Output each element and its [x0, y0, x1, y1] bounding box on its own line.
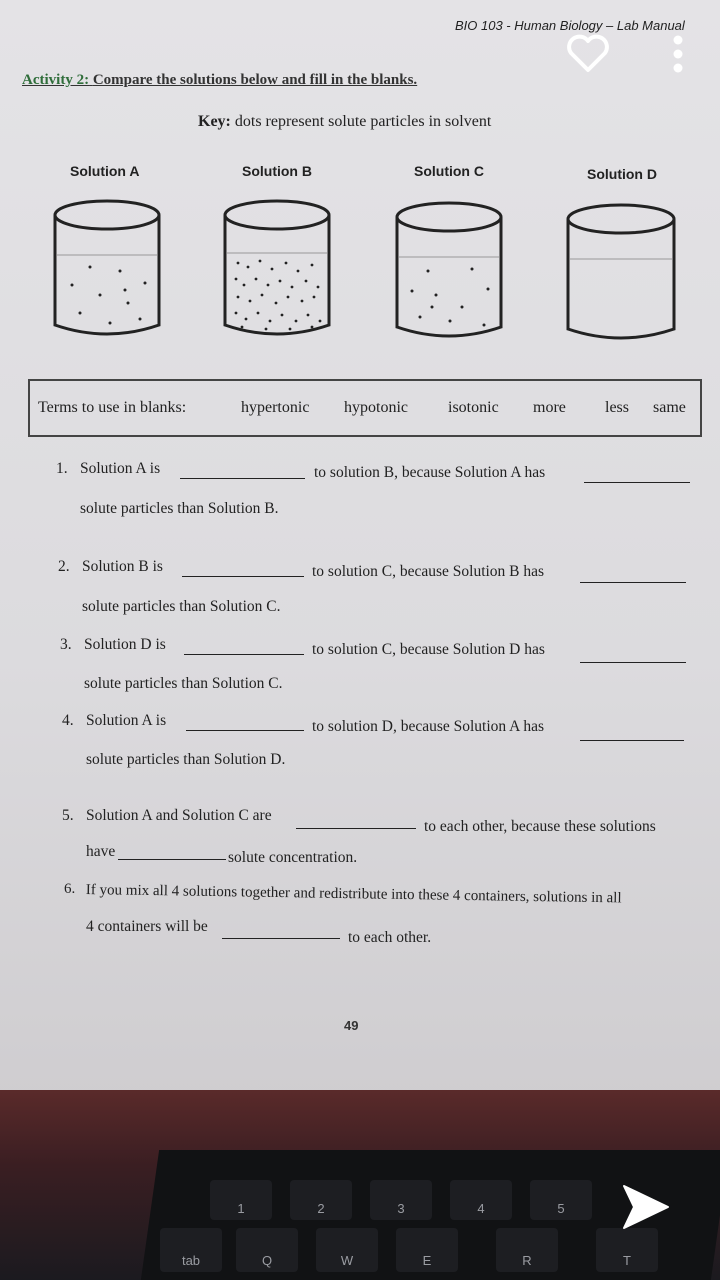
question-1-blank-1[interactable] [180, 478, 305, 479]
activity-label: Activity 2: [22, 72, 90, 88]
question-5-part-d: solute concentration. [228, 849, 358, 866]
question-4-number: 4. [62, 712, 74, 729]
question-5-part-a: Solution A and Solution C are [86, 807, 272, 824]
question-1-part-a: Solution A is [80, 460, 161, 477]
question-4-blank-1[interactable] [186, 730, 304, 731]
terms-label: Terms to use in blanks: [38, 399, 187, 416]
activity-title: Compare the solutions below and fill in the blanks. [92, 72, 418, 88]
term-less: less [605, 399, 629, 416]
question-4-part-b: to solution D, because Solution A has [312, 718, 545, 735]
more-vertical-icon[interactable] [668, 34, 688, 74]
key-4: 4 [450, 1180, 512, 1220]
question-2-blank-2[interactable] [580, 582, 686, 583]
question-6-part-b: 4 containers will be [86, 918, 208, 935]
page-header: BIO 103 - Human Biology – Lab Manual [455, 18, 685, 33]
solution-a-label: Solution A [70, 163, 140, 179]
key-t: T [596, 1228, 658, 1272]
key-tab: tab [160, 1228, 222, 1272]
question-2-part-b: to solution C, because Solution B has [312, 563, 545, 580]
play-arrow-icon[interactable] [618, 1182, 672, 1232]
question-1-part-b: to solution B, because Solution A has [314, 464, 546, 481]
solution-c-label: Solution C [414, 163, 484, 179]
question-1-part-c: solute particles than Solution B. [80, 500, 279, 517]
question-2-number: 2. [58, 558, 70, 575]
question-6-part-c: to each other. [348, 929, 432, 946]
question-3-part-c: solute particles than Solution C. [84, 675, 283, 692]
solution-d-label: Solution D [587, 166, 657, 182]
question-6-blank[interactable] [222, 938, 340, 939]
key-e: E [396, 1228, 458, 1272]
question-5-blank-2[interactable] [118, 859, 226, 860]
question-4-part-c: solute particles than Solution D. [86, 751, 286, 768]
heart-outline-icon[interactable] [566, 34, 610, 74]
beaker-a [50, 195, 165, 345]
key-r: R [496, 1228, 558, 1272]
question-3-blank-1[interactable] [184, 654, 304, 655]
term-isotonic: isotonic [448, 399, 499, 416]
question-4-blank-2[interactable] [580, 740, 684, 741]
terms-box [28, 379, 702, 437]
beaker-b [220, 195, 335, 345]
beaker-d [563, 199, 681, 349]
term-same: same [653, 399, 686, 416]
question-6-number: 6. [64, 881, 76, 897]
question-3-blank-2[interactable] [580, 662, 686, 663]
question-5-blank-1[interactable] [296, 828, 416, 829]
question-6-part-a: If you mix all 4 solutions together and redistribute into these 4 containers, solutions in all [85, 882, 622, 907]
activity-heading [22, 72, 417, 89]
question-5-number: 5. [62, 807, 74, 824]
key-1: 1 [210, 1180, 272, 1220]
key-line [198, 113, 491, 131]
key-w: W [316, 1228, 378, 1272]
question-2-part-c: solute particles than Solution C. [82, 598, 281, 615]
key-3: 3 [370, 1180, 432, 1220]
question-4-part-a: Solution A is [86, 712, 167, 729]
question-2-part-a: Solution B is [82, 558, 163, 575]
question-2-blank-1[interactable] [182, 576, 304, 577]
beaker-c [392, 197, 507, 347]
question-3-part-b: to solution C, because Solution D has [312, 641, 545, 658]
question-3-part-a: Solution D is [84, 636, 166, 653]
page-number: 49 [344, 1018, 359, 1033]
term-hypertonic: hypertonic [241, 399, 310, 416]
term-more: more [533, 399, 566, 416]
key-5: 5 [530, 1180, 592, 1220]
key-label: Key: [198, 113, 231, 130]
question-1-number: 1. [56, 460, 68, 477]
question-5-part-c: have [86, 843, 116, 860]
term-hypotonic: hypotonic [344, 399, 408, 416]
solution-b-label: Solution B [242, 163, 312, 179]
key-q: Q [236, 1228, 298, 1272]
question-5-part-b: to each other, because these solutions [424, 818, 656, 835]
key-text: dots represent solute particles in solvent [234, 113, 492, 130]
question-1-blank-2[interactable] [584, 482, 690, 483]
question-3-number: 3. [60, 636, 72, 653]
key-2: 2 [290, 1180, 352, 1220]
